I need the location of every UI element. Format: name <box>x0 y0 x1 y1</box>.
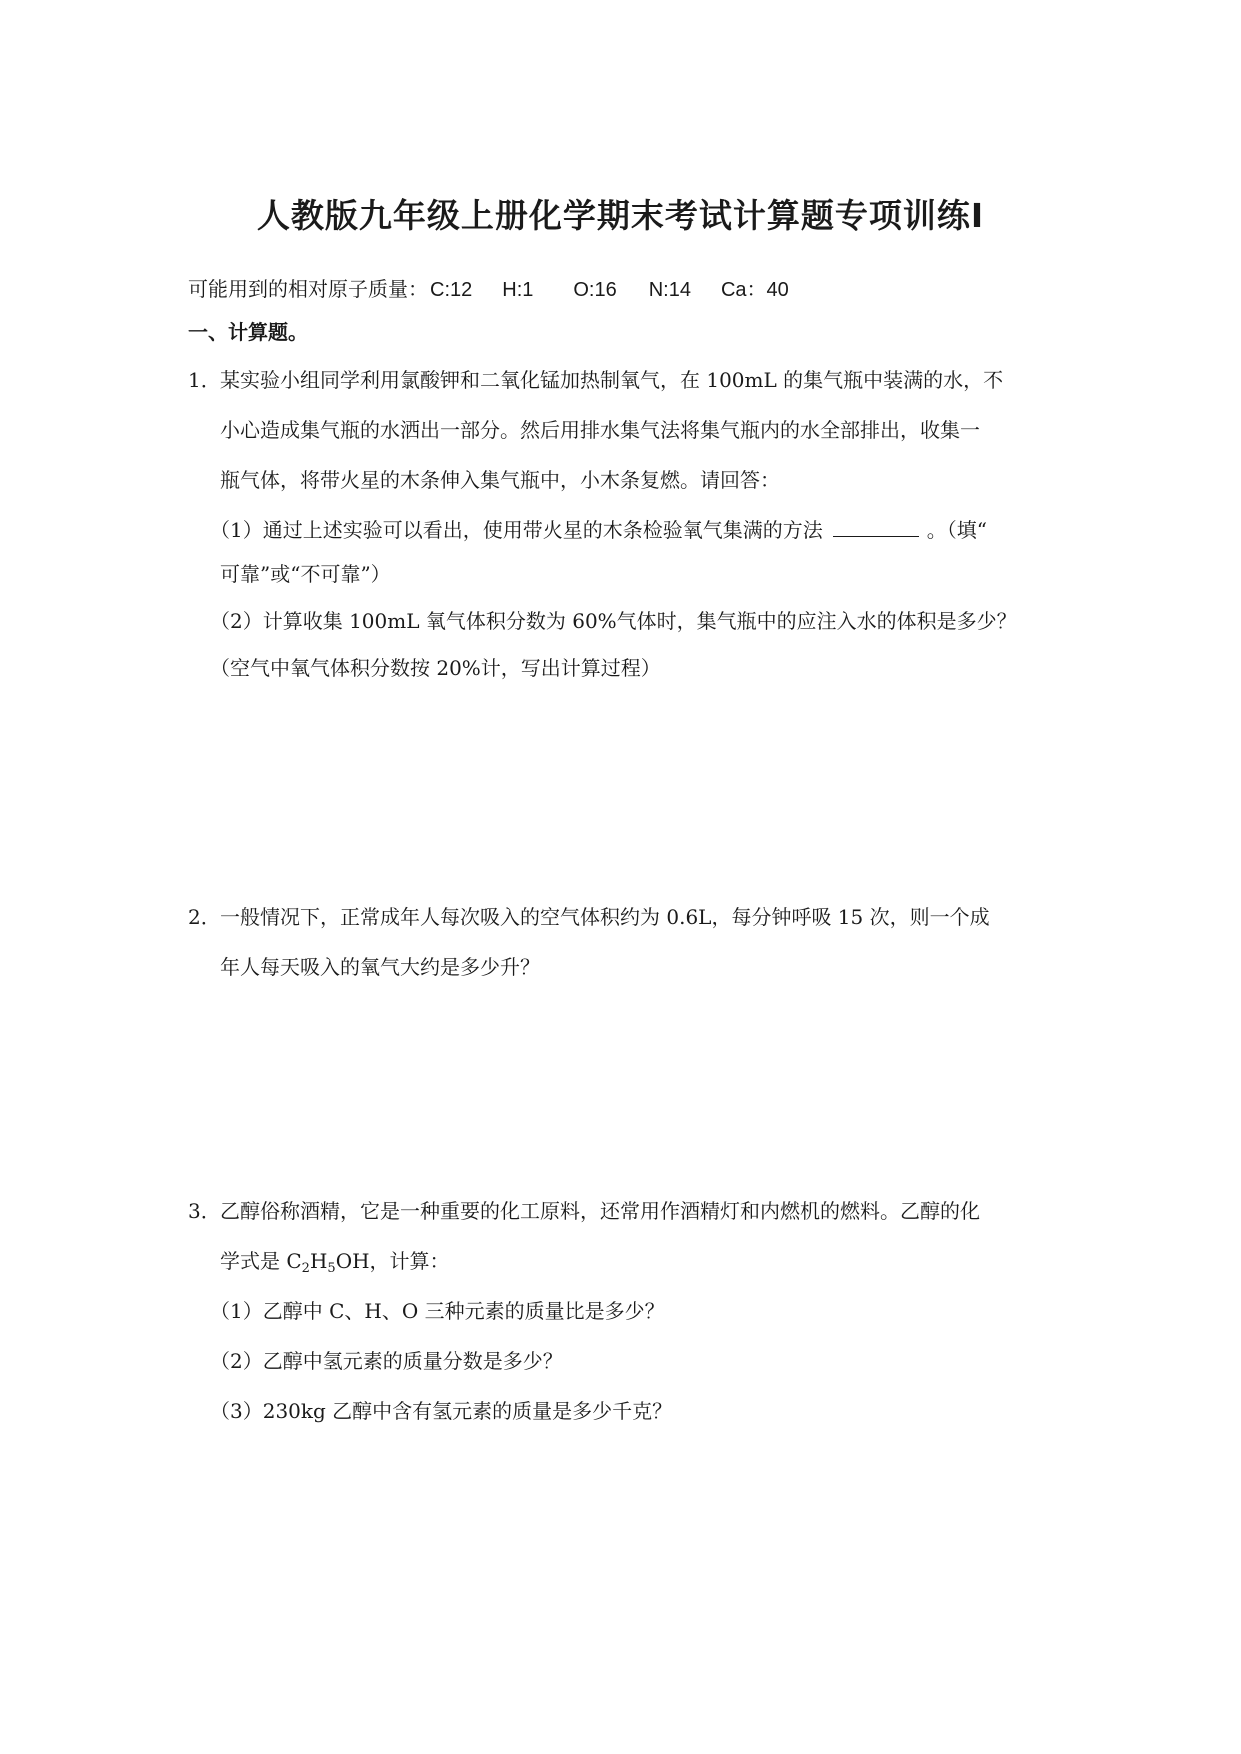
atomic-masses-label: 可能用到的相对原子质量： <box>188 277 428 301</box>
formula-subscript: 5 <box>327 1261 336 1276</box>
subquestion-text: 。（填“ <box>926 518 987 542</box>
page-title: 人教版九年级上册化学期末考试计算题专项训练Ⅰ <box>256 196 985 235</box>
subquestion-text: （1）通过上述实验可以看出，使用带火星的木条检验氧气集满的方法 <box>210 518 823 542</box>
subquestion-1 <box>210 516 987 544</box>
formula-mid: H <box>309 1249 328 1273</box>
question-text-line: 瓶气体，将带火星的木条伸入集气瓶中，小木条复燃。请回答： <box>220 468 780 492</box>
atomic-masses-line <box>188 275 789 304</box>
subquestion-1: （1）乙醇中 C、H、O 三种元素的质量比是多少？ <box>210 1299 665 1323</box>
formula-subscript: 2 <box>301 1261 310 1276</box>
atomic-mass-c: C:12 <box>430 279 473 301</box>
question-text-line: 小心造成集气瓶的水洒出一部分。然后用排水集气法将集气瓶内的水全部排出，收集一 <box>220 418 980 442</box>
atomic-mass-o: O:16 <box>573 279 617 301</box>
formula-prefix: 学式是 C <box>220 1249 302 1273</box>
subquestion-2: （2）乙醇中氢元素的质量分数是多少？ <box>210 1349 563 1373</box>
answer-blank[interactable] <box>833 518 919 537</box>
question-text-line: 乙醇俗称酒精，它是一种重要的化工原料，还常用作酒精灯和内燃机的燃料。乙醇的化 <box>220 1199 980 1223</box>
question-text-line: 年人每天吸入的氧气大约是多少升？ <box>220 955 540 979</box>
section-heading: 一、计算题。 <box>188 320 308 344</box>
question-text-line: 一般情况下，正常成年人每次吸入的空气体积约为 0.6L，每分钟呼吸 15 次，则一个成 <box>220 905 990 929</box>
formula-suffix: OH，计算： <box>335 1249 450 1273</box>
question-number: 3． <box>188 1199 221 1223</box>
question-text-line: 某实验小组同学利用氯酸钾和二氧化锰加热制氧气，在 100mL 的集气瓶中装满的水，不 <box>220 368 1004 392</box>
subquestion-text-line: （空气中氧气体积分数按 20%计，写出计算过程） <box>210 656 661 680</box>
atomic-mass-ca: Ca：40 <box>720 279 789 301</box>
question-number: 2． <box>188 905 221 929</box>
subquestion-3: （3）230kg 乙醇中含有氢元素的质量是多少千克？ <box>210 1399 673 1423</box>
chemical-formula-line <box>220 1247 450 1275</box>
atomic-mass-h: H:1 <box>502 279 534 301</box>
atomic-mass-n: N:14 <box>648 279 691 301</box>
question-number: 1． <box>188 368 221 392</box>
subquestion-text-line: 可靠”或“不可靠”） <box>220 562 391 586</box>
subquestion-2: （2）计算收集 100mL 氧气体积分数为 60%气体时，集气瓶中的应注入水的体积是多少？ <box>210 609 1017 633</box>
